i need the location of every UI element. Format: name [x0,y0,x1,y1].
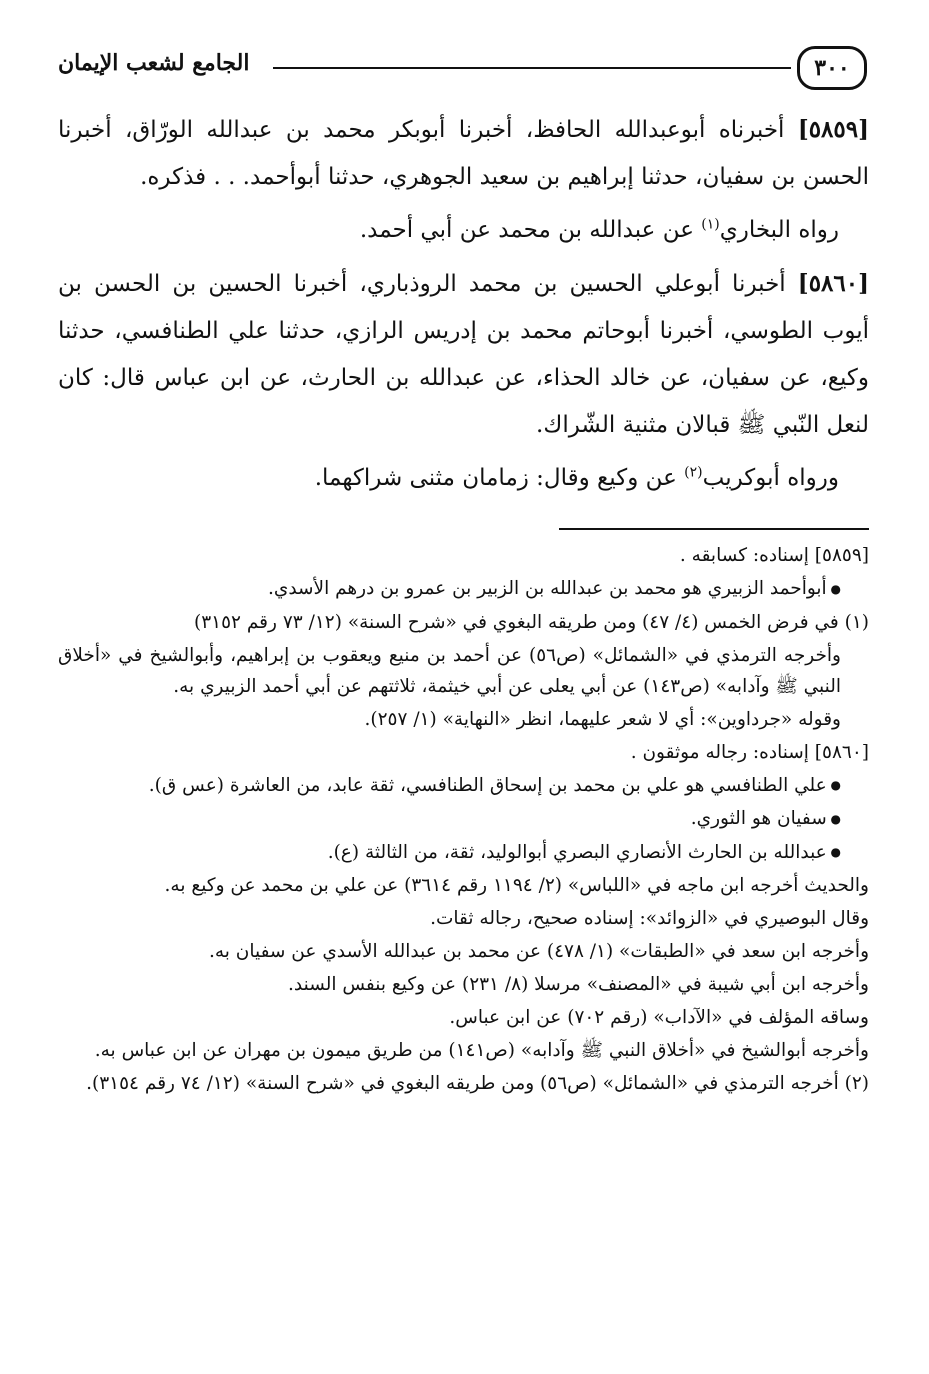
main-text [58,106,869,502]
hadith-number: [٥٨٦٠] [797,270,869,297]
narration-5860 [58,455,869,502]
note-line: وأخرجه ابن أبي شيبة في «المصنف» مرسلا (٨/ ٢٣١) عن وكيع بنفس السند. [288,974,869,995]
note-5860-heading: [٥٨٦٠] إسناده: رجاله موثقون . [630,741,869,763]
book-title: الجامع لشعب الإيمان [58,50,250,76]
footnotes [58,540,869,1099]
note-line: وأخرجه ابن سعد في «الطبقات» (١/ ٤٧٨) عن محمد بن عبدالله الأسدي عن سفيان به. [208,941,869,962]
page-header [58,44,869,94]
note-bullet: ● علي الطنافسي هو علي بن محمد بن إسحاق الطنافسي، ثقة عابد، من العاشرة (عس ق). [58,770,869,802]
footnote-separator [559,528,869,530]
narration-post: عن وكيع وقال: زمامان مثنى شراكهما. [314,465,677,491]
footnote-1-gloss: وقوله «جرداوين»: أي لا شعر عليهما، انظر «النهاية» (١/ ٢٥٧). [364,708,841,730]
book-page [58,44,869,1374]
footnote-1-text: وأخرجه الترمذي في «الشمائل» (ص٥٦) عن أحمد بن منيع ويعقوب بن إبراهيم، وأبوالشيخ في «أخلاق النبي ﷺ وآدابه» (ص١٤٣) عن أبي يعلى عن أبي خيثمة، ثلاثتهم عن أبي أحمد الزبيري به. [58,644,841,697]
note-line: وساقه المؤلف في «الآداب» (رقم ٧٠٢) عن ابن عباس. [449,1007,869,1028]
footnote-ref-1[interactable]: (١) [701,216,720,233]
hadith-5859 [58,106,869,201]
hadith-number: [٥٨٥٩] [797,116,870,143]
note-line: وأخرجه أبوالشيخ في «أخلاق النبي ﷺ وآدابه» (ص١٤١) من طريق ميمون بن مهران عن ابن عباس به. [94,1040,869,1061]
hadith-5860 [58,260,869,449]
note-5859-heading: [٥٨٥٩] إسناده: كسابقه . [679,545,869,566]
header-rule [273,67,791,69]
footnote-1: (١) في فرض الخمس (٤/ ٤٧) ومن طريقه البغوي في «شرح السنة» (١٢/ ٧٣ رقم ٣١٥٢) [194,611,869,633]
hadith-text: أخبرنا أبوعلي الحسين بن محمد الروذباري، أخبرنا الحسين بن الحسن بن أيوب الطوسي، أخبرنا أبوحاتم محمد بن إدريس الرازي، حدثنا علي الطنافسي، حدثنا وكيع، عن سفيان، عن خالد الحذاء، عن عبدالله بن الحارث، عن ابن عباس قال: كان لنعل النّبي ﷺ قبالان مثنية الشّراك. [58,271,869,438]
note-bullet: ● سفيان هو الثوري. [58,803,869,835]
footnote-ref-2[interactable]: (٢) [684,464,703,481]
narration-5859 [58,207,869,254]
note-line: وقال البوصيري في «الزوائد»: إسناده صحيح، رجاله ثقات. [430,908,869,929]
footnote-2: (٢) أخرجه الترمذي في «الشمائل» (ص٥٦) ومن طريقه البغوي في «شرح السنة» (١٢/ ٧٤ رقم ٣١٥٤). [86,1073,869,1094]
hadith-text: أخبرناه أبوعبدالله الحافظ، أخبرنا أبوبكر محمد بن عبدالله الورّاق، أخبرنا الحسن بن سفيان، حدثنا إبراهيم بن سعيد الجوهري، حدثنا أبوأحمد. . . فذكره. [58,117,869,190]
narration-pre: ورواه أبوكريب [702,465,839,491]
note-bullet: ● عبدالله بن الحارث الأنصاري البصري أبوالوليد، ثقة، من الثالثة (ع). [58,837,869,869]
note-line: والحديث أخرجه ابن ماجه في «اللباس» (٢/ ١١٩٤ رقم ٣٦١٤) عن علي بن محمد عن وكيع به. [164,875,869,896]
page-number: ٣٠٠ [797,46,867,90]
narration-pre: رواه البخاري [719,217,839,243]
note-bullet: ● أبوأحمد الزبيري هو محمد بن عبدالله بن الزبير بن عمرو بن درهم الأسدي. [58,573,869,605]
narration-post: عن عبدالله بن محمد عن أبي أحمد. [359,217,694,243]
